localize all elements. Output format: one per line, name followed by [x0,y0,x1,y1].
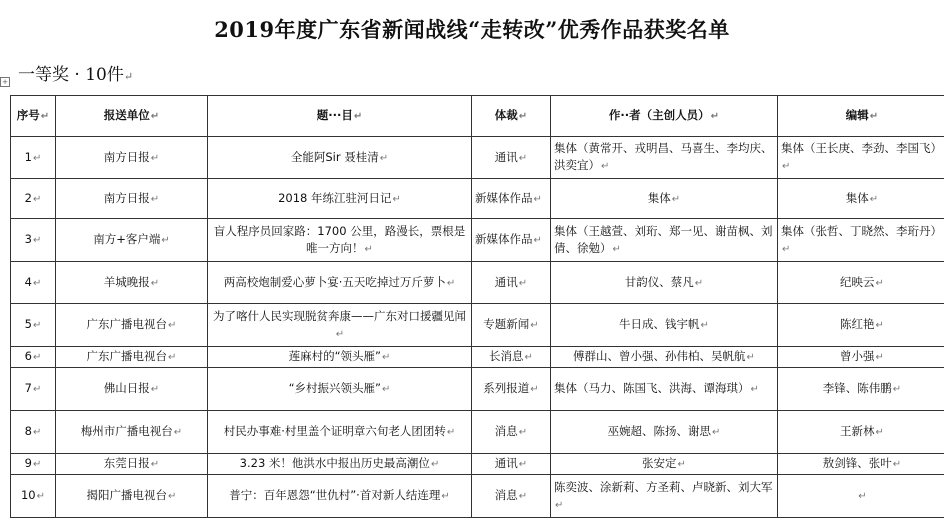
reporting-unit: 广东广播电视台↵ [56,347,208,368]
page-title [0,14,944,44]
work-title: 为了喀什人民实现脱贫奔康——广东对口援疆见闻↵ [208,304,472,347]
reporting-unit: 梅州市广播电视台↵ [56,411,208,454]
row-number: 4↵ [11,262,56,304]
reporting-unit: 东莞日报↵ [56,454,208,475]
section-heading [18,60,133,85]
section-heading-text: 一等奖 · 10件 [18,65,124,85]
work-title: 普宁：百年恩怨“世仇村”·首对新人结连理↵ [208,475,472,518]
row-number: 9↵ [11,454,56,475]
row-number: 1↵ [11,137,56,179]
row-number: 2↵ [11,179,56,219]
author: 集体（黄常开、戎明昌、马喜生、李均庆、洪奕宜）↵ [551,137,778,179]
genre: 消息↵ [472,411,551,454]
author: 陈奕波、涂新莉、方圣莉、卢晓新、刘大军↵ [551,475,778,518]
row-number: 8↵ [11,411,56,454]
editor: 陈红艳↵ [778,304,944,347]
row-number: 3↵ [11,219,56,262]
genre: 消息↵ [472,475,551,518]
reporting-unit: 南方+客户端↵ [56,219,208,262]
author: 集体（王越萱、刘珩、郑一见、谢苗枫、刘倩、徐勉）↵ [551,219,778,262]
paragraph-mark: ↵ [123,70,134,83]
page-title-text: 2019年度广东省新闻战线“走转改”优秀作品获奖名单 [214,17,730,42]
genre: 通讯↵ [472,137,551,179]
author: 甘韵仪、蔡凡↵ [551,262,778,304]
table-row [11,304,944,347]
editor: 集体（张哲、丁晓然、李珩丹）↵ [778,219,944,262]
editor: 集体（王长庚、李劲、李国飞）↵ [778,137,944,179]
genre: 新媒体作品↵ [472,219,551,262]
column-header: 体裁↵ [472,96,551,137]
reporting-unit: 羊城晚报↵ [56,262,208,304]
genre: 新媒体作品↵ [472,179,551,219]
row-number: 5↵ [11,304,56,347]
editor: 敖剑锋、张叶↵ [778,454,944,475]
row-number: 10↵ [11,475,56,518]
genre: 通讯↵ [472,262,551,304]
author: 牛日成、钱宇帆↵ [551,304,778,347]
reporting-unit: 揭阳广播电视台↵ [56,475,208,518]
editor: 纪映云↵ [778,262,944,304]
table-row [11,137,944,179]
table-row [11,475,944,518]
genre: 系列报道↵ [472,368,551,411]
author: 张安定↵ [551,454,778,475]
column-header: 题···目↵ [208,96,472,137]
column-header: 序号↵ [11,96,56,137]
genre: 专题新闻↵ [472,304,551,347]
table-row [11,179,944,219]
row-number: 7↵ [11,368,56,411]
table-row [11,219,944,262]
table-row [11,368,944,411]
author: 巫婉超、陈扬、谢思↵ [551,411,778,454]
author: 集体↵ [551,179,778,219]
table-row [11,454,944,475]
reporting-unit: 南方日报↵ [56,179,208,219]
awards-table [10,95,944,518]
column-header: 作··者（主创人员）↵ [551,96,778,137]
editor: 曾小强↵ [778,347,944,368]
editor: 李锋、陈伟鹏↵ [778,368,944,411]
row-number: 6↵ [11,347,56,368]
work-title: 全能阿Sir 聂桂清↵ [208,137,472,179]
column-header: 报送单位↵ [56,96,208,137]
work-title: “乡村振兴领头雁”↵ [208,368,472,411]
author: 傅群山、曾小强、孙伟柏、吴帆航↵ [551,347,778,368]
table-row [11,347,944,368]
genre: 通讯↵ [472,454,551,475]
reporting-unit: 南方日报↵ [56,137,208,179]
work-title: 2018 年练江驻河日记↵ [208,179,472,219]
work-title: 3.23 米！他洪水中报出历史最高潮位↵ [208,454,472,475]
work-title: 村民办事难·村里盖个证明章六旬老人团团转↵ [208,411,472,454]
reporting-unit: 广东广播电视台↵ [56,304,208,347]
work-title: 盲人程序员回家路：1700 公里，路漫长，票根是唯一方向！↵ [208,219,472,262]
table-row [11,262,944,304]
work-title: 莲麻村的“领头雁”↵ [208,347,472,368]
editor: 集体↵ [778,179,944,219]
genre: 长消息↵ [472,347,551,368]
editor: ↵ [778,475,944,518]
column-header: 编辑↵ [778,96,944,137]
author: 集体（马力、陈国飞、洪海、谭海琪）↵ [551,368,778,411]
table-row [11,411,944,454]
work-title: 两高校炮制爱心萝卜宴·五天吃掉过万斤萝卜↵ [208,262,472,304]
table-header-row [11,96,944,137]
editor: 王新林↵ [778,411,944,454]
table-move-handle-icon[interactable]: + [0,77,10,87]
reporting-unit: 佛山日报↵ [56,368,208,411]
